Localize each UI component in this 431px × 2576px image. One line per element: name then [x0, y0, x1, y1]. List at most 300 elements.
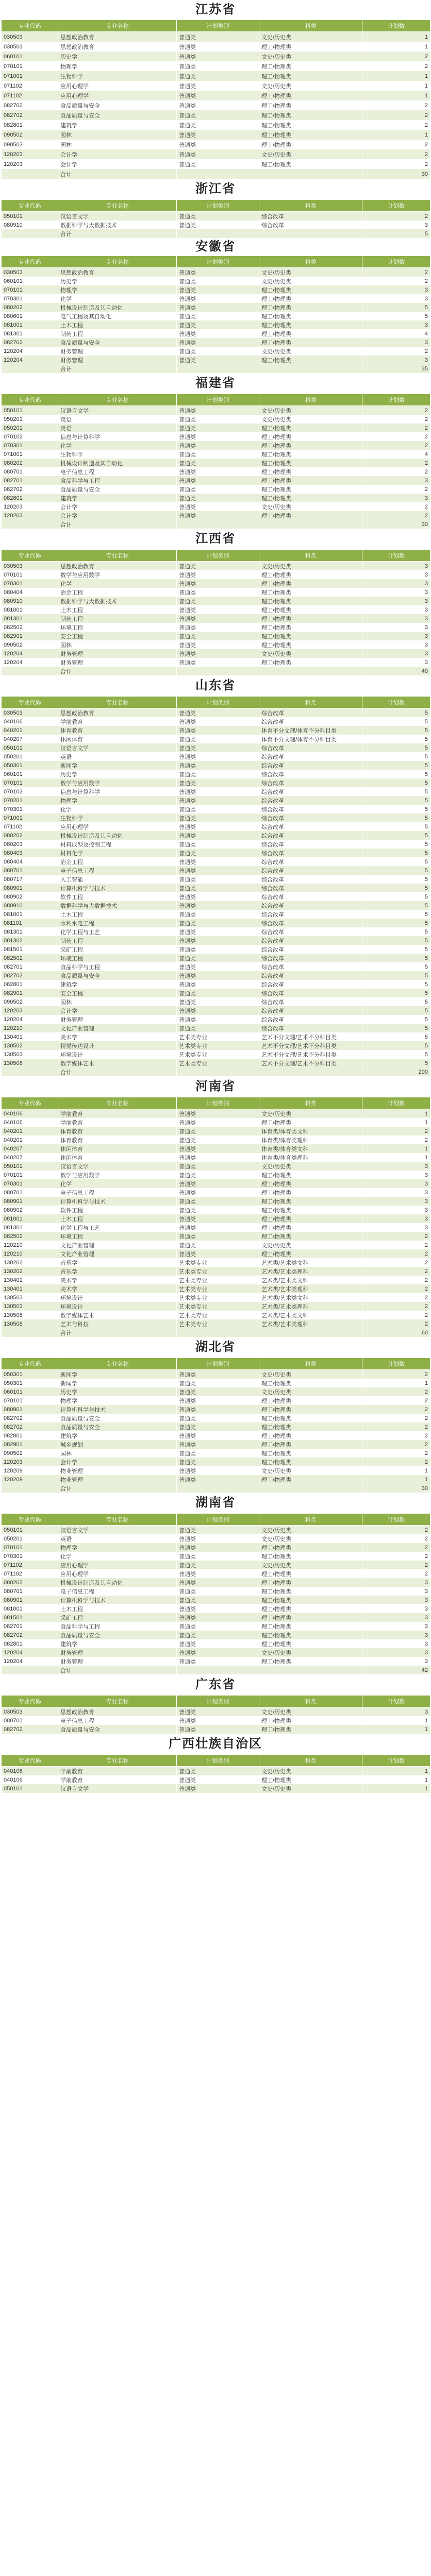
- cell-count: 5: [362, 796, 430, 805]
- cell-name: 食品质量与安全: [58, 971, 177, 980]
- cell-subject: 艺术不分文理/艺术不分科目类: [259, 1050, 362, 1059]
- total-spacer: [2, 520, 58, 529]
- cell-count: 3: [362, 658, 430, 667]
- cell-type: 艺术类专业: [177, 1050, 259, 1059]
- table-row: [2, 1370, 430, 1379]
- cell-name: 安全工程: [58, 989, 177, 997]
- cell-subject: 文史/历史类: [259, 268, 362, 277]
- cell-name: 思想政治教育: [58, 1707, 177, 1717]
- cell-name: 应用心理学: [58, 1561, 177, 1569]
- cell-code: 082801: [2, 1431, 58, 1440]
- cell-type: 艺术类专业: [177, 1258, 259, 1267]
- cell-count: 3: [362, 320, 430, 329]
- cell-subject: 理工/物理类: [259, 1775, 362, 1784]
- cell-subject: 综合改革: [259, 919, 362, 927]
- cell-code: 130503: [2, 1050, 58, 1059]
- cell-code: 120204: [2, 347, 58, 355]
- cell-count: 2: [362, 1543, 430, 1552]
- cell-name: 思想政治教育: [58, 268, 177, 277]
- cell-type: 普通类: [177, 632, 259, 640]
- cell-subject: 理工/物理类: [259, 1414, 362, 1422]
- cell-type: 普通类: [177, 406, 259, 415]
- cell-subject: 理工/物理类: [259, 423, 362, 432]
- column-header-subject: 科类: [259, 394, 362, 406]
- cell-subject: 理工/物理类: [259, 120, 362, 130]
- cell-code: 082702: [2, 1631, 58, 1639]
- cell-count: 2: [362, 159, 430, 169]
- cell-code: 080717: [2, 875, 58, 884]
- cell-code: 081501: [2, 1613, 58, 1622]
- cell-count: 2: [362, 406, 430, 415]
- table-row: [2, 761, 430, 770]
- total-count: 30: [362, 169, 430, 179]
- table-row: [2, 1639, 430, 1648]
- cell-subject: 艺术类/艺术类文科: [259, 1293, 362, 1302]
- cell-subject: 文史/历史类: [259, 149, 362, 159]
- column-header-subject: 科类: [259, 256, 362, 268]
- table-row: [2, 597, 430, 605]
- cell-name: 化学工程与工艺: [58, 1223, 177, 1232]
- cell-name: 会计学: [58, 159, 177, 169]
- cell-type: 普通类: [177, 338, 259, 347]
- cell-code: 080202: [2, 459, 58, 467]
- table-row: [2, 579, 430, 588]
- province-section: [0, 1493, 431, 1674]
- cell-type: 普通类: [177, 562, 259, 571]
- cell-type: 普通类: [177, 579, 259, 588]
- cell-count: 5: [362, 303, 430, 312]
- cell-name: 物理学: [58, 285, 177, 294]
- cell-name: 会计学: [58, 502, 177, 511]
- column-header-type: 计划类别: [177, 697, 259, 708]
- cell-subject: 体育类/体育类理科: [259, 1136, 362, 1144]
- cell-name: 电子信息工程: [58, 866, 177, 875]
- cell-type: 普通类: [177, 1249, 259, 1258]
- cell-count: 2: [362, 1284, 430, 1293]
- cell-code: 080404: [2, 857, 58, 866]
- cell-type: 普通类: [177, 1109, 259, 1118]
- total-spacer: [177, 520, 362, 529]
- cell-subject: 理工/物理类: [259, 1716, 362, 1725]
- cell-subject: 文史/历史类: [259, 1109, 362, 1118]
- header-row: [2, 1755, 430, 1767]
- cell-name: 历史学: [58, 277, 177, 285]
- cell-subject: 文史/历史类: [259, 562, 362, 571]
- total-label: 合计: [58, 229, 177, 238]
- cell-name: 水利水电工程: [58, 919, 177, 927]
- cell-code: 082502: [2, 954, 58, 962]
- cell-subject: 艺术类/艺术类理科: [259, 1284, 362, 1293]
- cell-name: 体育教育: [58, 726, 177, 735]
- plan-table: [1, 1097, 430, 1337]
- cell-code: 070102: [2, 787, 58, 796]
- cell-code: 030503: [2, 708, 58, 718]
- cell-code: 040201: [2, 1127, 58, 1136]
- cell-count: 3: [362, 294, 430, 303]
- cell-type: 普通类: [177, 726, 259, 735]
- cell-code: 080202: [2, 1578, 58, 1587]
- cell-code: 050101: [2, 1162, 58, 1171]
- cell-subject: 理工/物理类: [259, 1232, 362, 1241]
- cell-name: 美术学: [58, 1032, 177, 1041]
- cell-subject: 综合改革: [259, 1006, 362, 1015]
- cell-count: 5: [362, 840, 430, 849]
- column-header-count: 计划数: [362, 1514, 430, 1526]
- cell-code: 090502: [2, 997, 58, 1006]
- cell-count: 1: [362, 1716, 430, 1725]
- cell-name: 物理学: [58, 796, 177, 805]
- cell-name: 食品科学与工程: [58, 1622, 177, 1631]
- province-section: [0, 0, 431, 179]
- cell-type: 普通类: [177, 432, 259, 441]
- table-row: [2, 52, 430, 61]
- cell-subject: 理工/物理类: [259, 61, 362, 71]
- cell-count: 5: [362, 971, 430, 980]
- cell-code: 080202: [2, 303, 58, 312]
- cell-count: 2: [362, 1293, 430, 1302]
- province-title: 山东省: [195, 679, 236, 692]
- cell-count: 5: [362, 849, 430, 857]
- cell-type: 普通类: [177, 1127, 259, 1136]
- cell-count: 3: [362, 1587, 430, 1596]
- column-header-name: 专业名称: [58, 256, 177, 268]
- column-header-name: 专业名称: [58, 1696, 177, 1707]
- table-row: [2, 285, 430, 294]
- cell-subject: 体育不分文理/体育不分科目类: [259, 726, 362, 735]
- cell-subject: 理工/物理类: [259, 110, 362, 120]
- cell-code: 070301: [2, 441, 58, 450]
- cell-code: 120204: [2, 355, 58, 364]
- cell-type: 普通类: [177, 875, 259, 884]
- cell-type: 普通类: [177, 423, 259, 432]
- column-header-code: 专业代码: [2, 1514, 58, 1526]
- table-row: [2, 735, 430, 743]
- cell-name: 应用心理学: [58, 81, 177, 91]
- cell-count: 1: [362, 1379, 430, 1387]
- cell-count: 5: [362, 1032, 430, 1041]
- cell-subject: 理工/物理类: [259, 1118, 362, 1127]
- table-row: [2, 1050, 430, 1059]
- cell-name: 计算机科学与技术: [58, 884, 177, 892]
- cell-code: 081001: [2, 1214, 58, 1223]
- cell-name: 材料化学: [58, 849, 177, 857]
- cell-name: 环境设计: [58, 1050, 177, 1059]
- column-header-type: 计划类别: [177, 1358, 259, 1370]
- column-header-name: 专业名称: [58, 1358, 177, 1370]
- cell-name: 物理学: [58, 61, 177, 71]
- cell-name: 电气工程及其自动化: [58, 312, 177, 320]
- cell-subject: 艺术不分文理/艺术不分科目类: [259, 1059, 362, 1067]
- province-title: 安徽省: [195, 240, 236, 253]
- cell-subject: 综合改革: [259, 1024, 362, 1032]
- cell-subject: 理工/物理类: [259, 1171, 362, 1179]
- cell-code: 080601: [2, 312, 58, 320]
- cell-name: 环境工程: [58, 954, 177, 962]
- column-header-type: 计划类别: [177, 1696, 259, 1707]
- cell-count: 5: [362, 980, 430, 989]
- cell-subject: 理工/物理类: [259, 1223, 362, 1232]
- cell-type: 普通类: [177, 32, 259, 42]
- cell-code: 130508: [2, 1311, 58, 1319]
- column-header-type: 计划类别: [177, 1097, 259, 1109]
- table-row: [2, 130, 430, 140]
- cell-subject: 文史/历史类: [259, 1370, 362, 1379]
- province-title: 河南省: [195, 1080, 236, 1093]
- cell-subject: 综合改革: [259, 831, 362, 840]
- table-row: [2, 849, 430, 857]
- cell-type: 普通类: [177, 1622, 259, 1631]
- cell-subject: 综合改革: [259, 849, 362, 857]
- cell-type: 普通类: [177, 1223, 259, 1232]
- table-row: [2, 467, 430, 476]
- cell-subject: 理工/物理类: [259, 1405, 362, 1414]
- cell-subject: 理工/物理类: [259, 658, 362, 667]
- cell-subject: 文史/历史类: [259, 1526, 362, 1535]
- cell-code: 030503: [2, 1707, 58, 1717]
- table-row: [2, 159, 430, 169]
- cell-subject: 理工/物理类: [259, 588, 362, 597]
- cell-name: 应用心理学: [58, 91, 177, 100]
- cell-code: 080403: [2, 849, 58, 857]
- cell-type: 普通类: [177, 849, 259, 857]
- cell-subject: 理工/物理类: [259, 1179, 362, 1188]
- cell-count: 3: [362, 649, 430, 658]
- total-row: [2, 229, 430, 238]
- cell-count: 2: [362, 1319, 430, 1328]
- plan-table: [1, 1695, 430, 1734]
- cell-subject: 综合改革: [259, 814, 362, 822]
- cell-count: 1: [362, 1153, 430, 1162]
- cell-type: 普通类: [177, 1162, 259, 1171]
- cell-count: 3: [362, 1596, 430, 1604]
- plan-table: [1, 1358, 430, 1493]
- cell-name: 数据科学与大数据技术: [58, 597, 177, 605]
- cell-name: 食品质量与安全: [58, 1631, 177, 1639]
- table-row: [2, 770, 430, 778]
- cell-code: 050101: [2, 1526, 58, 1535]
- cell-count: 5: [362, 708, 430, 718]
- cell-code: 060101: [2, 277, 58, 285]
- table-row: [2, 71, 430, 81]
- cell-type: 普通类: [177, 1431, 259, 1440]
- header-row: [2, 550, 430, 562]
- cell-code: 071102: [2, 91, 58, 100]
- cell-code: 070301: [2, 805, 58, 814]
- cell-count: 1: [362, 130, 430, 140]
- table-row: [2, 840, 430, 849]
- table-row: [2, 212, 430, 221]
- column-header-code: 专业代码: [2, 1358, 58, 1370]
- cell-code: 082701: [2, 1622, 58, 1631]
- cell-count: 5: [362, 312, 430, 320]
- total-spacer: [2, 1484, 58, 1493]
- cell-code: 090502: [2, 140, 58, 149]
- cell-subject: 理工/物理类: [259, 1543, 362, 1552]
- table-row: [2, 1561, 430, 1569]
- cell-code: 080910: [2, 901, 58, 910]
- cell-count: 3: [362, 476, 430, 485]
- cell-count: 5: [362, 936, 430, 945]
- cell-code: 080902: [2, 1206, 58, 1214]
- cell-type: 普通类: [177, 866, 259, 875]
- cell-code: 120209: [2, 1466, 58, 1475]
- table-row: [2, 303, 430, 312]
- cell-subject: 理工/物理类: [259, 1622, 362, 1631]
- cell-subject: 文史/历史类: [259, 1784, 362, 1793]
- cell-type: 普通类: [177, 1784, 259, 1793]
- cell-name: 计算机科学与技术: [58, 1197, 177, 1206]
- cell-subject: 理工/物理类: [259, 285, 362, 294]
- cell-name: 财务管理: [58, 649, 177, 658]
- cell-subject: 综合改革: [259, 892, 362, 901]
- cell-count: 2: [362, 277, 430, 285]
- cell-count: 3: [362, 640, 430, 649]
- table-row: [2, 805, 430, 814]
- total-spacer: [177, 1666, 362, 1674]
- cell-code: 090502: [2, 1449, 58, 1458]
- cell-count: 3: [362, 605, 430, 614]
- table-row: [2, 1534, 430, 1543]
- province-section: [0, 373, 431, 529]
- table-row: [2, 884, 430, 892]
- plan-table: [1, 696, 430, 1076]
- province-section: [0, 1337, 431, 1493]
- column-header-name: 专业名称: [58, 200, 177, 212]
- total-count: 60: [362, 1328, 430, 1337]
- table-row: [2, 831, 430, 840]
- table-row: [2, 1379, 430, 1387]
- cell-type: 普通类: [177, 52, 259, 61]
- cell-count: 2: [362, 1249, 430, 1258]
- cell-subject: 理工/物理类: [259, 312, 362, 320]
- cell-subject: 理工/物理类: [259, 632, 362, 640]
- cell-code: 080901: [2, 1405, 58, 1414]
- total-spacer: [2, 667, 58, 675]
- cell-code: 130202: [2, 1258, 58, 1267]
- cell-code: 120204: [2, 1657, 58, 1666]
- table-row: [2, 562, 430, 571]
- total-count: 200: [362, 1067, 430, 1076]
- table-row: [2, 1144, 430, 1153]
- cell-subject: 综合改革: [259, 936, 362, 945]
- cell-code: 081001: [2, 1604, 58, 1613]
- cell-type: 普通类: [177, 1458, 259, 1466]
- cell-code: 082702: [2, 1422, 58, 1431]
- cell-type: 普通类: [177, 787, 259, 796]
- total-label: 合计: [58, 667, 177, 675]
- province-section: [0, 529, 431, 675]
- cell-type: 普通类: [177, 1543, 259, 1552]
- cell-count: 5: [362, 927, 430, 936]
- cell-code: 082901: [2, 1440, 58, 1449]
- cell-type: 普通类: [177, 355, 259, 364]
- cell-type: 普通类: [177, 614, 259, 623]
- cell-type: 普通类: [177, 1767, 259, 1776]
- cell-type: 普通类: [177, 1775, 259, 1784]
- column-header-subject: 科类: [259, 1696, 362, 1707]
- cell-type: 普通类: [177, 1241, 259, 1249]
- cell-code: 040207: [2, 1144, 58, 1153]
- table-row: [2, 778, 430, 787]
- cell-name: 物业管理: [58, 1475, 177, 1484]
- column-header-name: 专业名称: [58, 1514, 177, 1526]
- cell-name: 食品质量与安全: [58, 1725, 177, 1734]
- cell-type: 普通类: [177, 100, 259, 110]
- cell-name: 学前教育: [58, 1767, 177, 1776]
- cell-type: 普通类: [177, 605, 259, 614]
- cell-name: 食品质量与安全: [58, 1422, 177, 1431]
- cell-code: 050301: [2, 1370, 58, 1379]
- plan-table: [1, 199, 430, 238]
- cell-name: 生物科学: [58, 71, 177, 81]
- header-row: [2, 200, 430, 212]
- cell-subject: 综合改革: [259, 1015, 362, 1024]
- total-spacer: [2, 229, 58, 238]
- cell-code: 070301: [2, 294, 58, 303]
- cell-type: 普通类: [177, 1587, 259, 1596]
- table-row: [2, 494, 430, 502]
- plan-table: [1, 394, 430, 529]
- cell-name: 计算机科学与技术: [58, 1596, 177, 1604]
- cell-count: 3: [362, 1214, 430, 1223]
- cell-code: 071001: [2, 814, 58, 822]
- cell-subject: 综合改革: [259, 857, 362, 866]
- total-row: [2, 1666, 430, 1674]
- table-row: [2, 614, 430, 623]
- cell-subject: 理工/物理类: [259, 432, 362, 441]
- cell-subject: 综合改革: [259, 221, 362, 229]
- cell-code: 120204: [2, 649, 58, 658]
- cell-type: 普通类: [177, 81, 259, 91]
- province-title: 广东省: [195, 1678, 236, 1691]
- total-label: 合计: [58, 169, 177, 179]
- cell-name: 美术学: [58, 1284, 177, 1293]
- cell-type: 普通类: [177, 822, 259, 831]
- table-row: [2, 268, 430, 277]
- cell-subject: 体育类/体育类文科: [259, 1127, 362, 1136]
- cell-subject: 理工/物理类: [259, 1440, 362, 1449]
- cell-type: 普通类: [177, 91, 259, 100]
- cell-subject: 理工/物理类: [259, 1631, 362, 1639]
- header-row: [2, 1696, 430, 1707]
- cell-code: 050101: [2, 1784, 58, 1793]
- cell-name: 学前教育: [58, 717, 177, 726]
- cell-count: 2: [362, 1440, 430, 1449]
- cell-name: 英语: [58, 415, 177, 423]
- cell-count: 3: [362, 597, 430, 605]
- table-row: [2, 1596, 430, 1604]
- cell-subject: 艺术类/艺术类理科: [259, 1319, 362, 1328]
- header-row: [2, 394, 430, 406]
- cell-name: 化学: [58, 441, 177, 450]
- table-row: [2, 1414, 430, 1422]
- cell-type: 普通类: [177, 485, 259, 494]
- total-count: 35: [362, 364, 430, 373]
- cell-code: 130401: [2, 1284, 58, 1293]
- table-row: [2, 1707, 430, 1717]
- column-header-count: 计划数: [362, 256, 430, 268]
- cell-code: 080203: [2, 840, 58, 849]
- cell-subject: 理工/物理类: [259, 467, 362, 476]
- table-row: [2, 927, 430, 936]
- cell-name: 化学: [58, 579, 177, 588]
- cell-type: 普通类: [177, 277, 259, 285]
- cell-name: 生物科学: [58, 814, 177, 822]
- cell-code: 082801: [2, 120, 58, 130]
- cell-count: 5: [362, 770, 430, 778]
- cell-subject: 理工/物理类: [259, 1214, 362, 1223]
- cell-name: 体育教育: [58, 1136, 177, 1144]
